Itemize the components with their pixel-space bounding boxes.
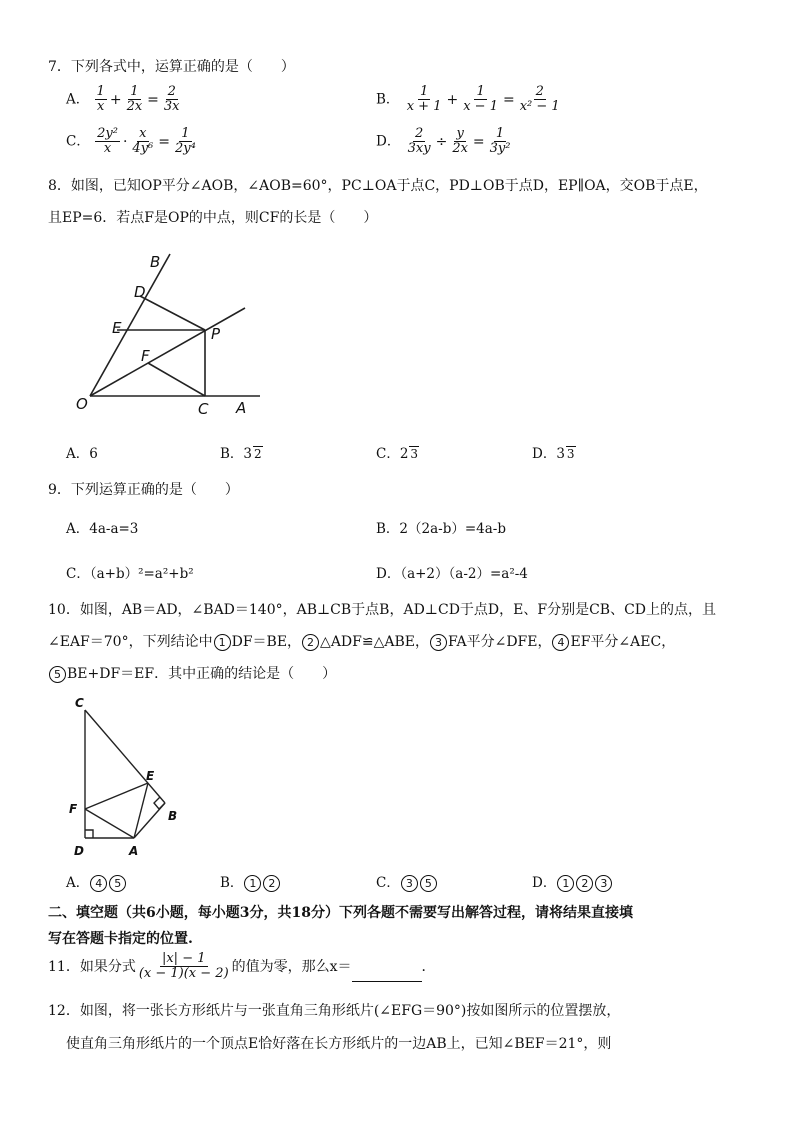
circled-number: 3	[430, 634, 447, 651]
label-c: C	[75, 696, 84, 710]
label-p: P	[211, 325, 221, 343]
ray-ob	[90, 254, 170, 396]
q9-option-a[interactable]: A．4a-a=3	[66, 521, 139, 537]
q8-option-d[interactable]: D．3 3	[532, 446, 575, 462]
q8-stem-line2: 且EP=6．若点F是OP的中点，则CF的长是（ ）	[48, 210, 378, 226]
section2-heading-line2: 写在答题卡指定的位置.	[48, 931, 193, 947]
segment-pd	[140, 296, 205, 330]
label-c: C	[198, 400, 209, 418]
circled-number: 1	[214, 634, 231, 651]
q8-figure	[70, 248, 280, 418]
label-e: E	[112, 319, 122, 337]
q7-option-a[interactable]: A． $\frac{1}{x}$ + $\frac{1}{2x}$ = $\frac{2}{3x}$	[66, 84, 180, 115]
q9-option-b[interactable]: B．2（2a-b）=4a-b	[376, 521, 507, 537]
segment-cb	[85, 710, 165, 803]
q10-stem-line3: 5 BE+DF＝EF．其中正确的结论是（ ）	[48, 663, 336, 683]
q10-option-b[interactable]: B． 1 2	[220, 871, 281, 892]
option-label: D．	[376, 133, 401, 150]
q10-option-d[interactable]: D． 1 2 3	[532, 871, 613, 892]
q7-option-c[interactable]: C． $\frac{\text{2y²}}{x}$ · $\frac{x}{\text{4y⁶}}$ = $\frac{1}{\text{2y⁴}}$	[66, 126, 196, 157]
label-f: F	[69, 802, 78, 816]
q10-option-a[interactable]: A． 4 5	[66, 871, 127, 892]
q8-option-b[interactable]: B．3 2	[220, 446, 262, 462]
right-angle-d	[85, 830, 93, 838]
q7-option-b[interactable]: B． $\frac{1}{x + 1}$ + $\frac{1}{x - 1}$ = $\frac{2}{\text{x² − 1}}$	[376, 84, 560, 115]
q10-stem-line2: ∠EAF＝70°，下列结论中 1 DF＝BE， 2 △ADF≌△ABE， 3 FA平分∠DFE， 4 EF平分∠AEC，	[48, 634, 676, 650]
label-a: A	[129, 844, 139, 858]
option-label: B．	[376, 91, 400, 108]
label-e: E	[146, 769, 155, 783]
label-b: B	[150, 253, 161, 271]
q8-option-a[interactable]: A．6	[66, 446, 98, 462]
label-o: O	[76, 395, 88, 413]
q10-stem-line1: 10．如图，AB＝AD，∠BAD＝140°，AB⊥CB于点B，AD⊥CD于点D，E、F分别是CB、CD上的点，且	[48, 602, 717, 618]
label-d: D	[74, 844, 84, 858]
q12-stem-line1: 12．如图，将一张长方形纸片与一张直角三角形纸片(∠EFG＝90°)按如图所示的位置摆放，	[48, 1003, 621, 1019]
q9-option-d[interactable]: D．（a+2）（a-2）=a²-4	[376, 566, 528, 582]
label-b: B	[168, 809, 178, 823]
q10-option-c[interactable]: C． 3 5	[376, 871, 438, 892]
circled-number: 2	[302, 634, 319, 651]
section2-heading-line1: 二、填空题（共6小题，每小题3分，共18分）下列各题不需要写出解答过程，请将结果直接填	[48, 905, 633, 921]
label-a: A	[236, 399, 247, 417]
option-label: A．	[66, 91, 90, 108]
q12-stem-line2: 使直角三角形纸片的一个顶点E恰好落在长方形纸片的一边AB上，已知∠BEF＝21°，则	[66, 1036, 612, 1052]
q9-stem: 9．下列运算正确的是（ ）	[48, 482, 239, 498]
segment-fc	[148, 363, 205, 396]
option-label: C．	[66, 133, 90, 150]
answer-blank[interactable]	[352, 967, 422, 982]
label-f: F	[141, 347, 150, 365]
segment-fe	[85, 783, 148, 809]
q7-stem: 7．下列各式中，运算正确的是（ ）	[48, 59, 295, 75]
label-d: D	[134, 283, 146, 301]
right-angle-b	[154, 797, 165, 809]
q9-option-c[interactable]: C．（a+b）²=a²+b²	[66, 566, 194, 582]
q10-figure	[62, 692, 192, 862]
q8-option-c[interactable]: C．2 3	[376, 446, 419, 462]
q7-option-d[interactable]: D． $\frac{2}{3xy}$ ÷ $\frac{y}{2x}$ = $\frac{1}{\text{3y²}}$	[376, 126, 511, 157]
circled-number: 4	[552, 634, 569, 651]
q11-stem: 11．如果分式 $\frac{|x| - 1}{(x - 1)(x - 2)}$ 的值为零，那么x＝ ．	[48, 951, 436, 982]
q8-stem-line1: 8．如图，已知OP平分∠AOB，∠AOB=60°，PC⊥OA于点C，PD⊥OB于点D，EP∥OA，交OB于点E，	[48, 178, 708, 194]
circled-number: 5	[49, 666, 66, 683]
